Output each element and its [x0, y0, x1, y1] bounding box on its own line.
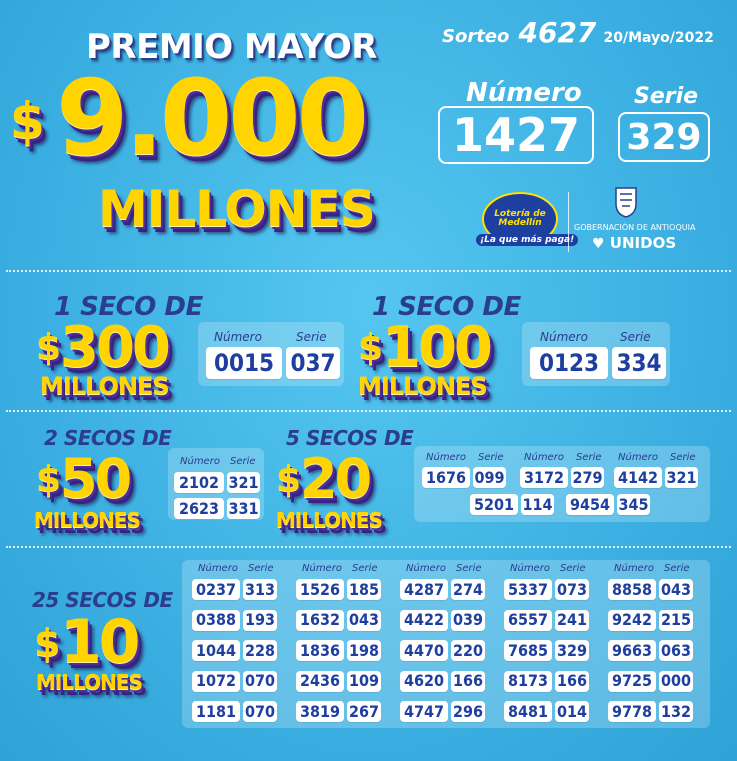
- seco-300-numero: [206, 347, 282, 379]
- seco-50-unit: MILLONES: [34, 508, 140, 532]
- seco-10-serie-label: Serie: [352, 563, 378, 574]
- seco-10-serie-label: Serie: [248, 563, 274, 574]
- seco-10-amount: [34, 607, 164, 677]
- seco-10-serie: 313: [244, 579, 276, 599]
- sorteo-label: Sorteo: [442, 26, 510, 47]
- seco-10-number: 10: [60, 607, 138, 677]
- loteria-slogan: ¡La que más paga!: [476, 234, 578, 246]
- seco-10-serie: 166: [452, 671, 484, 690]
- seco-10-serie: 185: [348, 579, 380, 599]
- divider-3: [6, 546, 731, 548]
- seco-10-numero: 0388: [192, 610, 240, 631]
- seco-20-serie-label: Serie: [478, 452, 504, 463]
- seco-10-numero-label: Número: [510, 563, 550, 574]
- seco-100-numero-value: 0123: [538, 349, 600, 377]
- seco-20-amount: [276, 447, 406, 512]
- seco-10-serie: 274: [452, 579, 484, 599]
- serie-header-label: Serie: [634, 84, 699, 109]
- seco-10-serie: 043: [660, 579, 692, 599]
- seco-10-serie: 241: [556, 610, 588, 629]
- seco-10-numero: 8481: [504, 701, 552, 722]
- gobernacion-text: GOBERNACIÓN DE ANTIOQUIA: [574, 223, 696, 232]
- seco-10-serie: 043: [348, 610, 380, 629]
- seco-20-numero: 9454: [566, 494, 614, 515]
- seco-10-numero: 5337: [504, 579, 552, 600]
- seco-100-serie-label: Serie: [620, 330, 651, 344]
- seco-100-currency: $: [358, 327, 383, 368]
- seco-50-serie: 331: [228, 498, 259, 518]
- seco-300-amount: [36, 315, 196, 380]
- seco-20-numero: 4142: [614, 467, 662, 488]
- serie-header-box: [618, 112, 710, 162]
- jackpot-amount: [10, 57, 430, 179]
- logo-divider: [568, 192, 569, 252]
- seco-20-serie: 099: [474, 467, 505, 487]
- seco-10-serie: 000: [660, 671, 692, 690]
- seco-10-unit: MILLONES: [36, 670, 142, 694]
- numero-header-value: 1427: [451, 108, 581, 162]
- seco-100-numero: [530, 347, 608, 379]
- seco-10-serie: 109: [348, 671, 380, 690]
- seco-10-numero-label: Número: [614, 563, 654, 574]
- seco-10-serie: 198: [348, 640, 380, 660]
- seco-10-numero: 4747: [400, 701, 448, 722]
- jackpot-number: 9.000: [56, 57, 365, 179]
- seco-300-serie-value: 037: [290, 349, 336, 377]
- seco-10-currency: $: [34, 621, 60, 665]
- seco-10-serie: 193: [244, 610, 276, 629]
- seco-10-serie: 220: [452, 640, 484, 660]
- seco-300-number: 300: [60, 315, 168, 380]
- seco-50-serie-label: Serie: [230, 456, 256, 467]
- seco-10-numero-label: Número: [406, 563, 446, 574]
- seco-10-numero: 1836: [296, 640, 344, 661]
- premio-mayor-title: PREMIO MAYOR: [86, 27, 377, 67]
- seco-10-numero: 8173: [504, 671, 552, 692]
- seco-10-serie: 267: [348, 701, 380, 721]
- seco-10-numero: 1181: [192, 701, 240, 722]
- seco-10-serie: 073: [556, 579, 588, 599]
- seco-10-numero: 2436: [296, 671, 344, 692]
- seco-10-label: 25 SECOS DE: [32, 588, 173, 612]
- seco-10-numero: 7685: [504, 640, 552, 661]
- seco-20-numero: 5201: [470, 494, 518, 515]
- seco-10-serie: 296: [452, 701, 484, 721]
- seco-10-serie: 329: [556, 640, 588, 660]
- seco-50-serie: 321: [228, 472, 259, 492]
- seco-20-numero: 3172: [520, 467, 568, 488]
- seco-20-unit: MILLONES: [276, 508, 382, 532]
- seco-10-serie: 063: [660, 640, 692, 660]
- seco-100-number: 100: [382, 315, 490, 380]
- sorteo-date: 20/Mayo/2022: [603, 30, 714, 46]
- seco-10-numero-label: Número: [198, 563, 238, 574]
- numero-header-box: [438, 106, 594, 164]
- seco-10-serie: 166: [556, 671, 588, 690]
- sorteo-info: [442, 16, 714, 49]
- seco-10-numero: 9663: [608, 640, 656, 661]
- jackpot-unit: MILLONES: [98, 180, 375, 238]
- seco-10-numero: 9778: [608, 701, 656, 722]
- seco-100-numero-label: Número: [540, 330, 588, 344]
- divider-1: [6, 270, 731, 272]
- seco-10-numero: 4470: [400, 640, 448, 661]
- seco-20-serie: 345: [618, 494, 649, 514]
- seco-10-numero: 8858: [608, 579, 656, 600]
- seco-20-serie-label: Serie: [670, 452, 696, 463]
- seco-100-serie: [612, 347, 666, 379]
- seco-50-numero: 2102: [174, 472, 224, 493]
- seco-20-currency: $: [276, 459, 301, 500]
- seco-300-numero-value: 0015: [213, 349, 275, 377]
- seco-10-numero: 1526: [296, 579, 344, 600]
- seco-10-serie: 070: [244, 701, 276, 721]
- seco-10-serie: 070: [244, 671, 276, 690]
- jackpot-currency: $: [10, 92, 44, 150]
- seco-10-serie: 014: [556, 701, 588, 721]
- seco-20-numero-label: Número: [524, 452, 564, 463]
- seco-10-serie-label: Serie: [560, 563, 586, 574]
- seco-300-currency: $: [36, 327, 61, 368]
- seco-10-numero: 9725: [608, 671, 656, 692]
- seco-50-numero: 2623: [174, 498, 224, 519]
- seco-50-numero-label: Número: [180, 456, 220, 467]
- seco-10-serie: 132: [660, 701, 692, 721]
- unidos-logo: [592, 234, 676, 252]
- unidos-text: UNIDOS: [609, 234, 677, 252]
- seco-10-serie: 039: [452, 610, 484, 629]
- seco-10-serie-label: Serie: [664, 563, 690, 574]
- seco-300-numero-label: Número: [214, 330, 262, 344]
- seco-50-number: 50: [60, 447, 130, 510]
- seco-10-serie: 215: [660, 610, 692, 629]
- seco-20-numero-label: Número: [618, 452, 658, 463]
- seco-50-label: 2 SECOS DE: [44, 426, 172, 450]
- sorteo-number: 4627: [518, 16, 597, 49]
- seco-20-serie: 114: [522, 494, 553, 514]
- seco-300-serie: [286, 347, 340, 379]
- seco-10-serie: 228: [244, 640, 276, 660]
- seco-300-unit: MILLONES: [40, 372, 169, 400]
- antioquia-shield-icon: [614, 186, 638, 218]
- seco-10-serie-label: Serie: [456, 563, 482, 574]
- seco-10-numero: 3819: [296, 701, 344, 722]
- seco-300-label: 1 SECO DE: [54, 292, 203, 322]
- seco-10-numero: 0237: [192, 579, 240, 600]
- seco-20-serie: 279: [572, 467, 603, 487]
- seco-10-numero: 4422: [400, 610, 448, 631]
- seco-20-label: 5 SECOS DE: [286, 426, 414, 450]
- seco-100-unit: MILLONES: [358, 372, 487, 400]
- numero-header-label: Número: [466, 78, 582, 108]
- seco-100-label: 1 SECO DE: [372, 292, 521, 322]
- seco-50-currency: $: [36, 459, 61, 500]
- seco-10-numero: 1072: [192, 671, 240, 692]
- seco-100-serie-value: 334: [616, 349, 662, 377]
- seco-20-number: 20: [300, 447, 370, 510]
- seco-10-numero: 4287: [400, 579, 448, 600]
- seco-20-numero-label: Número: [426, 452, 466, 463]
- seco-10-numero: 1632: [296, 610, 344, 631]
- loteria-name: Lotería de Medellín: [494, 208, 546, 228]
- seco-10-numero-label: Número: [302, 563, 342, 574]
- seco-300-serie-label: Serie: [296, 330, 327, 344]
- seco-10-numero: 1044: [192, 640, 240, 661]
- heart-icon: ♥: [592, 236, 605, 252]
- seco-20-serie-label: Serie: [576, 452, 602, 463]
- serie-header-value: 329: [626, 116, 702, 158]
- seco-20-serie: 321: [666, 467, 697, 487]
- seco-10-numero: 4620: [400, 671, 448, 692]
- seco-10-numero: 6557: [504, 610, 552, 631]
- divider-2: [6, 410, 731, 412]
- seco-100-amount: [358, 315, 518, 380]
- seco-50-amount: [36, 447, 166, 512]
- seco-20-numero: 1676: [422, 467, 470, 488]
- seco-10-numero: 9242: [608, 610, 656, 631]
